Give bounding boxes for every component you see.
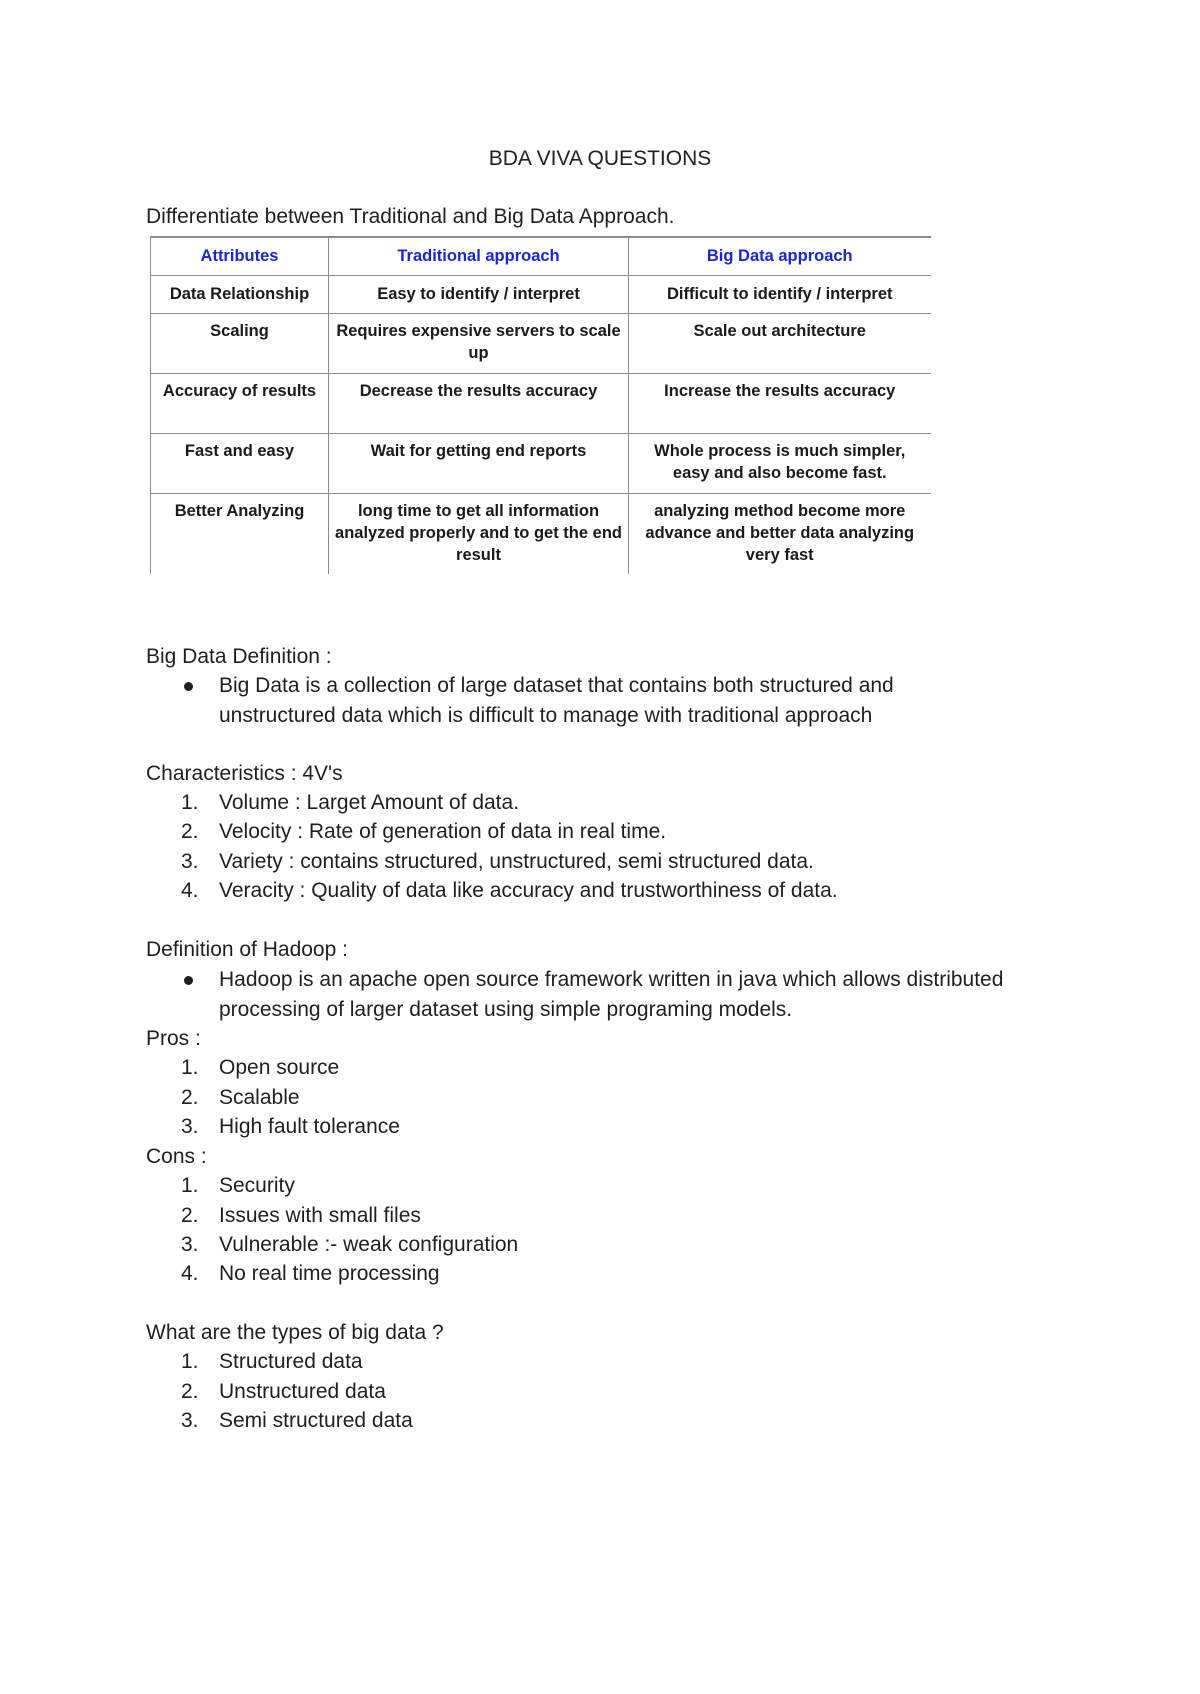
characteristics-heading: Characteristics : 4V's	[146, 762, 343, 785]
pros-heading: Pros :	[146, 1027, 201, 1050]
table-cell: Better Analyzing	[151, 493, 329, 574]
table-cell: Decrease the results accuracy	[329, 373, 629, 433]
list-item: Structured data	[219, 1350, 363, 1373]
table-cell: analyzing method become more advance and better data analyzing very fast	[629, 493, 931, 574]
table-cell: Scaling	[151, 313, 329, 373]
list-item: Velocity : Rate of generation of data in real time.	[219, 820, 667, 843]
list-item: Security	[219, 1174, 295, 1197]
table-row	[151, 433, 931, 493]
table-cell: long time to get all information analyzed properly and to get the end result	[329, 493, 629, 574]
hadoop-text-line-1: Hadoop is an apache open source framework written in java which allows distributed	[219, 968, 1004, 991]
table-cell: Whole process is much simpler, easy and also become fast.	[629, 433, 931, 493]
table-header-row	[151, 237, 931, 275]
list-item: No real time processing	[219, 1262, 440, 1285]
list-item: Semi structured data	[219, 1409, 413, 1432]
list-item: Issues with small files	[219, 1204, 421, 1227]
list-number: 2.	[181, 1204, 199, 1227]
list-number: 3.	[181, 1409, 199, 1432]
document-title: BDA VIVA QUESTIONS	[488, 147, 712, 170]
types-heading: What are the types of big data ?	[146, 1321, 444, 1344]
table-row	[151, 373, 931, 433]
list-item: Veracity : Quality of data like accuracy and trustworthiness of data.	[219, 879, 838, 902]
definition-text-line-1: Big Data is a collection of large dataset that contains both structured and	[219, 674, 894, 697]
list-item: Volume : Larget Amount of data.	[219, 791, 520, 814]
table-header-cell: Attributes	[151, 237, 329, 275]
list-item: High fault tolerance	[219, 1115, 400, 1138]
list-number: 1.	[181, 1350, 199, 1373]
bullet-icon	[184, 976, 193, 985]
list-number: 2.	[181, 820, 199, 843]
list-item: Variety : contains structured, unstructured, semi structured data.	[219, 850, 814, 873]
hadoop-text-line-2: processing of larger dataset using simple programing models.	[219, 998, 793, 1021]
list-item: Vulnerable :- weak configuration	[219, 1233, 519, 1256]
table-cell: Requires expensive servers to scale up	[329, 313, 629, 373]
list-item: Unstructured data	[219, 1380, 386, 1403]
list-number: 3.	[181, 1233, 199, 1256]
table-cell: Data Relationship	[151, 275, 329, 313]
definition-heading: Big Data Definition :	[146, 645, 332, 668]
table-row	[151, 313, 931, 373]
table-cell: Increase the results accuracy	[629, 373, 931, 433]
table-header-cell: Big Data approach	[629, 237, 931, 275]
question-heading-1: Differentiate between Traditional and Big Data Approach.	[146, 205, 675, 228]
table-row	[151, 275, 931, 313]
table-cell: Fast and easy	[151, 433, 329, 493]
table-cell: Wait for getting end reports	[329, 433, 629, 493]
definition-text-line-2: unstructured data which is difficult to manage with traditional approach	[219, 704, 873, 727]
cons-heading: Cons :	[146, 1145, 207, 1168]
list-number: 4.	[181, 879, 199, 902]
list-number: 1.	[181, 1174, 199, 1197]
table-cell: Scale out architecture	[629, 313, 931, 373]
list-number: 1.	[181, 1056, 199, 1079]
table-header-cell: Traditional approach	[329, 237, 629, 275]
table-cell: Difficult to identify / interpret	[629, 275, 931, 313]
comparison-table	[150, 236, 931, 574]
list-number: 3.	[181, 850, 199, 873]
list-number: 2.	[181, 1086, 199, 1109]
table-row	[151, 493, 931, 574]
bullet-icon	[184, 682, 193, 691]
list-number: 1.	[181, 791, 199, 814]
list-number: 2.	[181, 1380, 199, 1403]
table-cell: Easy to identify / interpret	[329, 275, 629, 313]
list-number: 4.	[181, 1262, 199, 1285]
list-item: Scalable	[219, 1086, 300, 1109]
list-item: Open source	[219, 1056, 340, 1079]
table-cell: Accuracy of results	[151, 373, 329, 433]
hadoop-heading: Definition of Hadoop :	[146, 938, 348, 961]
list-number: 3.	[181, 1115, 199, 1138]
